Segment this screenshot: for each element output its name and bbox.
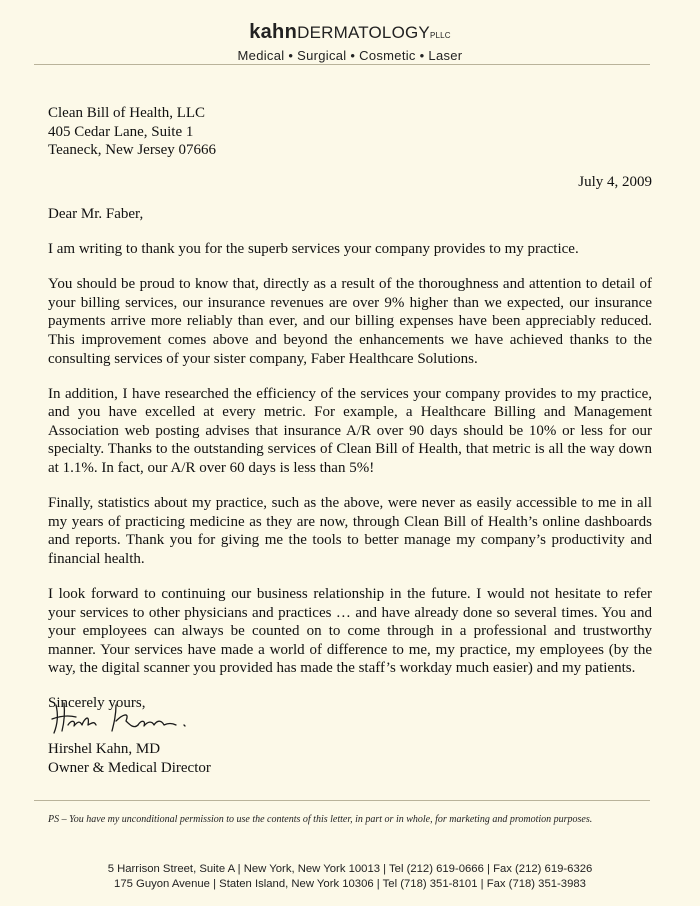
paragraph-1: I am writing to thank you for the superb services your company provides to my practice. <box>48 241 579 258</box>
handwritten-signature <box>50 699 200 739</box>
recipient-line-3: Teaneck, New Jersey 07666 <box>48 142 217 159</box>
signer-block <box>48 740 211 777</box>
paragraph-3: In addition, I have researched the efficiency of the services your company provides to my practice, and you have excelled at every metric. For example, a Healthcare Billing and Management Association web posting advises that insurance A/R over 90 days should be 10% or less for our specialty. Thanks to the outstanding services of Clean Bill of Health, that metric is all the way down at 1.1%. In fact, our A/R over 60 days is less than 5%! <box>48 385 652 477</box>
letter-body <box>48 205 652 730</box>
postscript: PS – You have my unconditional permission to use the contents of this letter, in part or in whole, for marketing and promotion purposes. <box>48 814 593 825</box>
closing: Sincerely yours, <box>48 695 146 712</box>
tagline: Medical • Surgical • Cosmetic • Laser <box>237 48 463 63</box>
recipient-line-2: 405 Cedar Lane, Suite 1 <box>48 123 194 140</box>
footer-line-1: 5 Harrison Street, Suite A | New York, New York 10013 | Tel (212) 619-0666 | Fax (212) 619-6326 <box>107 863 593 875</box>
paragraph-5: I look forward to continuing our business relationship in the future. I would not hesitate to refer your services to other physicians and practices … and have already done so several times. You and your employees can always be counted on to come through in a professional and trustworthy manner. Your services have made a world of difference to me, my practice, my employees (by the way, the digital scanner you provided has made the staff’s workday much easier) and my patients. <box>48 586 652 677</box>
letter-date: July 4, 2009 <box>578 174 652 190</box>
logo-suffix-text: PLLC <box>429 31 451 40</box>
footer-line-2: 175 Guyon Avenue | Staten Island, New York 10306 | Tel (718) 351-8101 | Fax (718) 351-3983 <box>114 878 586 890</box>
recipient-address <box>48 104 448 160</box>
paragraph-4: Finally, statistics about my practice, such as the above, were never as easily accessible to me in all my years of practicing medicine as they are now, through Clean Bill of Health’s online dashboards and reports. Thank you for giving me the tools to better manage my company’s productivity and financial health. <box>48 495 652 567</box>
paragraph-2: You should be proud to know that, directly as a result of the thoroughness and attention to detail of your billing services, our insurance revenues are over 9% higher than we expected, our insurance payments arrive more reliably than ever, and our billing expenses have been appreciably reduced. This improvement comes above and beyond the enhancements we have achieved thanks to the consulting services of your sister company, Faber Healthcare Solutions. <box>48 276 652 367</box>
recipient-line-1: Clean Bill of Health, LLC <box>48 105 206 121</box>
logo-rest-text: DERMATOLOGY <box>297 23 430 42</box>
salutation: Dear Mr. Faber, <box>48 206 144 222</box>
signer-name: Hirshel Kahn, MD <box>48 741 161 757</box>
signer-title: Owner & Medical Director <box>48 759 211 776</box>
practice-logo <box>0 22 700 46</box>
letterhead <box>0 22 700 63</box>
header-divider <box>34 64 650 65</box>
footer-divider <box>34 800 650 801</box>
footer-addresses <box>0 862 700 892</box>
logo-bold-text: kahn <box>249 21 298 43</box>
